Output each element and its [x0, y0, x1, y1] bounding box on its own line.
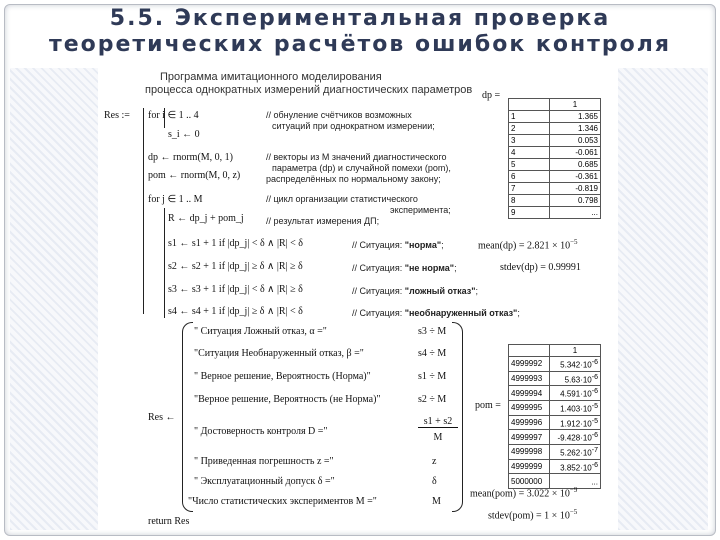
situation-false-failure: // Ситуация: "ложный отказ"; [352, 286, 479, 296]
pom-table-label: pom = [475, 400, 501, 411]
comment-vectors-1: // векторы из M значений диагностического [266, 152, 447, 162]
table-row: 5 0.685 [509, 159, 601, 171]
comment-vectors-3: распределённых по нормальному закону; [266, 174, 441, 184]
program-line-pom: pom ← rnorm(M, 0, z) [148, 170, 241, 181]
pom-table [508, 344, 601, 489]
table-row: 4999994 $4.591\cdot 10^{-6}$ [509, 386, 601, 401]
res-assign-label: Res := [104, 110, 130, 121]
result-value-tolerance: δ [432, 476, 437, 487]
program-line-for-j: for j ∈ 1 .. M [148, 194, 203, 205]
result-label-not-norm: "Верное решение, Вероятность (не Норма)" [194, 394, 381, 405]
program-line-s3: s3 ← s3 + 1 if |dp_j| < δ ∧ |R| ≥ δ [168, 284, 303, 295]
table-row: 7 -0.819 [509, 183, 601, 195]
program-line-reset: s_i ← 0 [168, 129, 200, 140]
program-header-line-1: Программа имитационного моделирования [160, 71, 382, 83]
comment-reset-1: // обнуление счётчиков возможных [266, 110, 412, 120]
program-line-s4: s4 ← s4 + 1 if |dp_j| ≥ δ ∧ |R| < δ [168, 306, 303, 317]
dp-mean: mean(dp) = $2.821 \times 10^{-5}$ [478, 238, 578, 252]
slide-title-line-1: 5.5. Экспериментальная проверка [109, 6, 611, 31]
slide-title [0, 6, 720, 58]
dp-col-header: 1 [550, 99, 601, 111]
table-row: 9 ... [509, 207, 601, 219]
situation-not-norm: // Ситуация: "не норма"; [352, 263, 457, 273]
table-row: 6 -0.361 [509, 171, 601, 183]
table-row: 5000000 ... [509, 474, 601, 489]
result-value-not-norm: s2 ÷ M [418, 394, 447, 405]
program-bracket [143, 108, 144, 314]
comment-loop-1: // цикл организации статистического [266, 194, 418, 204]
result-label-beta: "Ситуация Необнаруженный отказ, β =" [194, 348, 364, 359]
comment-measure: // результат измерения ДП; [266, 216, 380, 226]
result-label-norm: " Верное решение, Вероятность (Норма)" [194, 371, 371, 382]
program-line-s1: s1 ← s1 + 1 if |dp_j| < δ ∧ |R| < δ [168, 238, 304, 249]
result-value-reliability-num: s1 + s2 [418, 416, 458, 428]
program-line-for-i: for i ∈ 1 .. 4 [148, 110, 199, 121]
result-value-reliability-den: M [433, 432, 443, 443]
table-row: 4999996 $1.912\cdot 10^{-5}$ [509, 415, 601, 430]
table-row: 1 1.365 [509, 111, 601, 123]
table-row: 4 -0.061 [509, 147, 601, 159]
pom-col-header: 1 [550, 345, 601, 357]
table-row: 4999993 $5.63\cdot 10^{-6}$ [509, 371, 601, 386]
program-line-dp: dp ← rnorm(M, 0, 1) [148, 152, 233, 163]
table-row: 8 0.798 [509, 195, 601, 207]
result-value-experiments: M [432, 496, 441, 507]
left-pattern [10, 68, 100, 530]
return-line: return Res [148, 516, 190, 527]
result-label-reliability: " Достоверность контроля D =" [194, 426, 328, 437]
matrix-left-bracket [182, 322, 193, 512]
dp-table-label: dp = [482, 90, 501, 101]
table-row: 4999997 $-9.428\cdot 10^{-6}$ [509, 430, 601, 445]
comment-reset-2: ситуаций при однократном измерении; [272, 121, 435, 131]
dp-table [508, 98, 601, 219]
comment-loop-2: эксперимента; [390, 205, 451, 215]
table-row: 4999992 $5.342\cdot 10^{-6}$ [509, 357, 601, 372]
result-value-error: z [432, 456, 437, 467]
situation-undetected-failure: // Ситуация: "необнаруженный отказ"; [352, 308, 520, 318]
res-result-label: Res ← [148, 412, 176, 423]
pom-stdev: stdev(pom) = $1 \times 10^{-5}$ [488, 508, 578, 522]
slide-title-line-2: теоретических расчётов ошибок контроля [48, 32, 672, 57]
result-label-experiments: "Число статистических экспериментов M =" [188, 496, 377, 507]
program-line-s2: s2 ← s2 + 1 if |dp_j| ≥ δ ∧ |R| ≥ δ [168, 261, 303, 272]
result-label-error: " Приведенная погрешность z =" [194, 456, 334, 467]
result-value-alpha: s3 ÷ M [418, 326, 447, 337]
program-header-line-2: процесса однократных измерений диагностических параметров [145, 84, 473, 96]
right-pattern [618, 68, 708, 530]
table-row: 4999998 $5.262\cdot 10^{-7}$ [509, 444, 601, 459]
program-line-r: R ← dp_j + pom_j [168, 213, 244, 224]
situation-norm: // Ситуация: "норма"; [352, 240, 444, 250]
pom-mean: mean(pom) = $3.022 \times 10^{-9}$ [470, 486, 578, 500]
dp-stdev: stdev(dp) = 0.99991 [500, 262, 581, 273]
comment-vectors-2: параметра (dp) и случайной помехи (pom), [272, 163, 451, 173]
loop2-bracket [164, 208, 165, 318]
table-row: 2 1.346 [509, 123, 601, 135]
result-value-norm: s1 ÷ M [418, 371, 447, 382]
result-value-beta: s4 ÷ M [418, 348, 447, 359]
table-row: 4999999 $3.852\cdot 10^{-6}$ [509, 459, 601, 474]
table-row: 3 0.053 [509, 135, 601, 147]
table-row: 4999995 $1.403\cdot 10^{-5}$ [509, 400, 601, 415]
result-label-tolerance: " Эксплуатационный допуск δ =" [194, 476, 335, 487]
result-label-alpha: " Ситуация Ложный отказ, α =" [194, 326, 327, 337]
